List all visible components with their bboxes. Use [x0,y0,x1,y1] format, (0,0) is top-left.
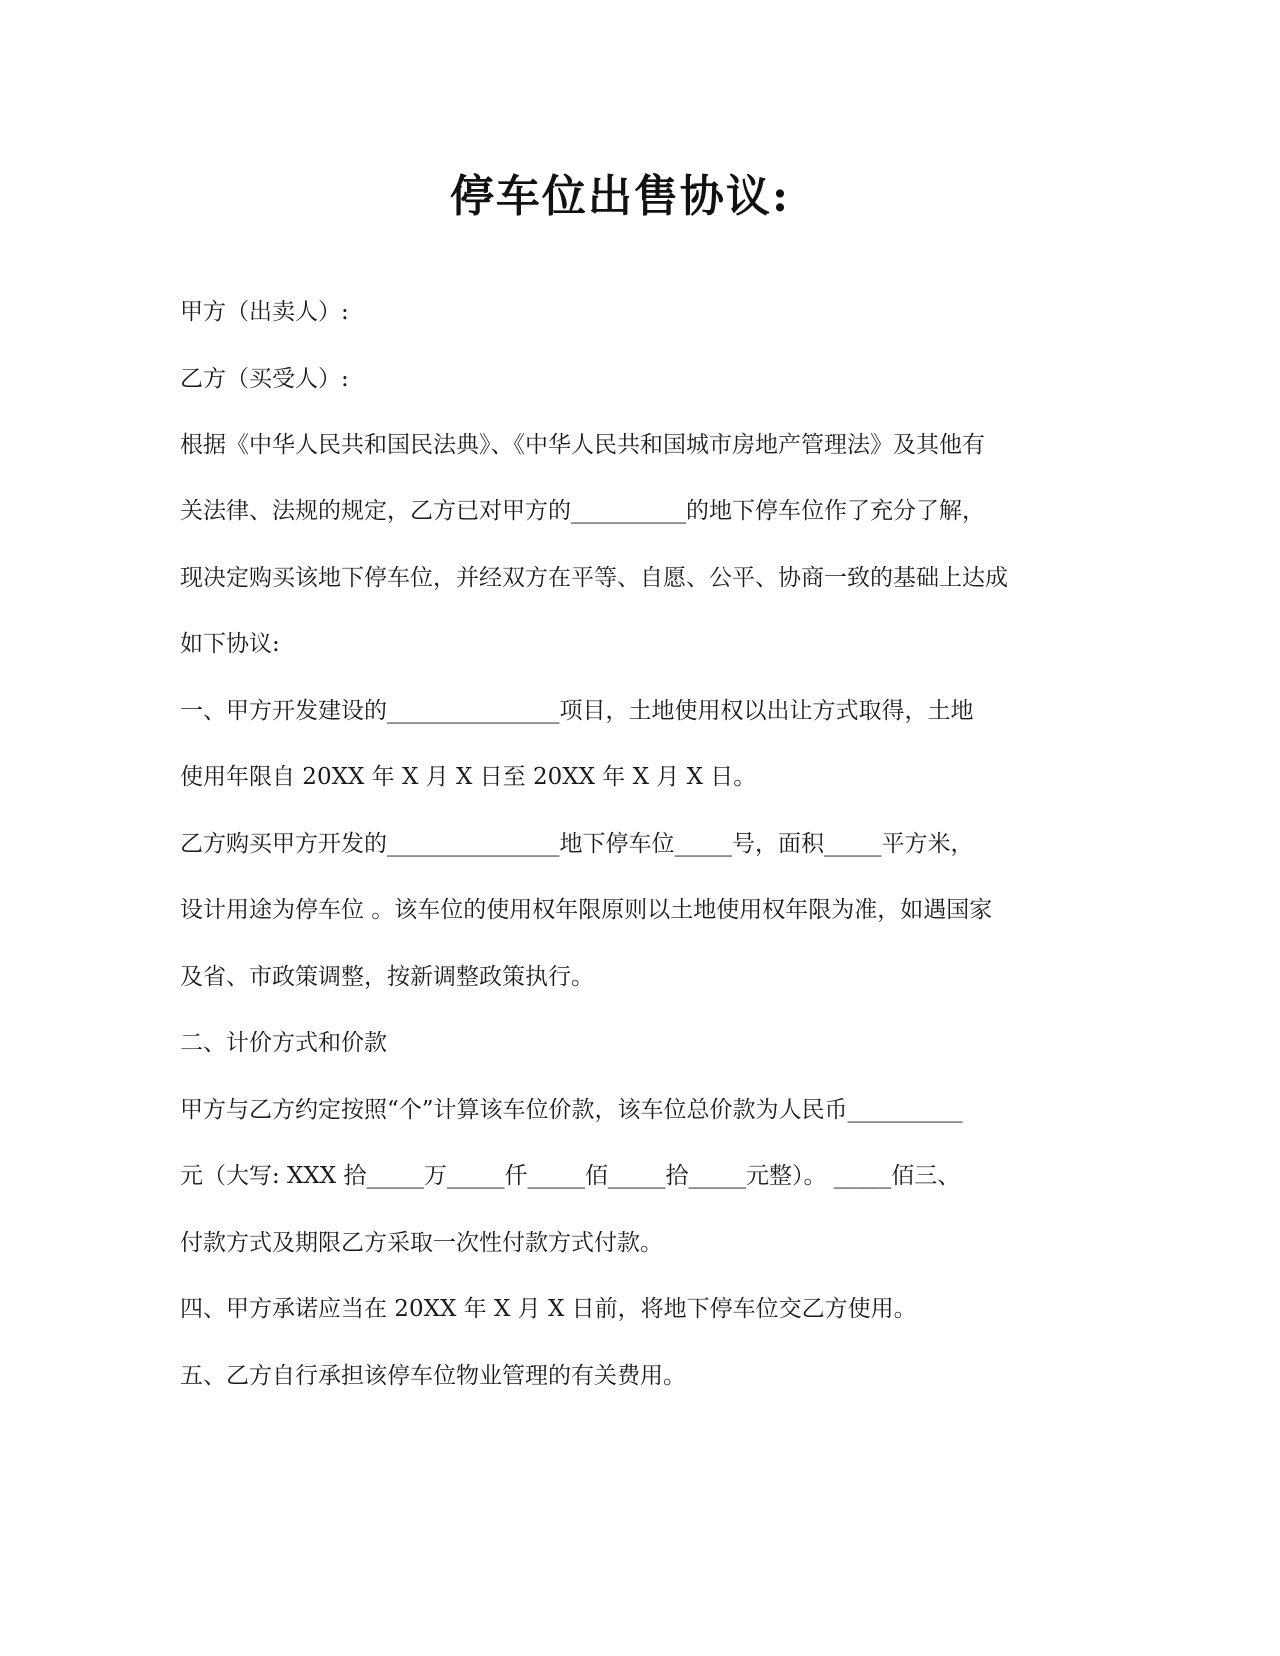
clause-1-line-5: 及省、市政策调整，按新调整政策执行。 [180,964,594,990]
clause-2-heading: 二、计价方式和价款 [180,1030,387,1056]
clause-2-line-1: 甲方与乙方约定按照“个”计算该车位价款，该车位总价款为人民币__________ [180,1097,963,1123]
clause-1-line-2: 使用年限自 20XX 年 X 月 X 日至 20XX 年 X 月 X 日。 [180,764,757,790]
clause-4-line: 四、甲方承诺应当在 20XX 年 X 月 X 日前，将地下停车位交乙方使用。 [180,1296,917,1322]
clause-2-line-2: 元（大写: XXX 拾_____万_____仟_____佰_____拾_____元整）。 _____佰三、 [180,1163,961,1189]
clause-1-line-4: 设计用途为停车位 。该车位的使用权年限原则以土地使用权年限为准，如遇国家 [180,897,993,923]
clause-5-line: 五、乙方自行承担该停车位物业管理的有关费用。 [180,1363,686,1389]
clause-3-line: 付款方式及期限乙方采取一次性付款方式付款。 [180,1230,663,1256]
clause-1-line-3: 乙方购买甲方开发的_______________地下停车位_____号，面积_____平方米， [180,831,974,857]
preamble-line-3: 现决定购买该地下停车位，并经双方在平等、自愿、公平、协商一致的基础上达成 [180,565,1008,591]
preamble-line-4: 如下协议: [180,631,280,657]
preamble-line-1: 根据《中华人民共和国民法典》、《中华人民共和国城市房地产管理法》及其他有 [180,432,985,458]
party-b-line: 乙方（买受人）: [180,366,349,392]
clause-1-line-1: 一、甲方开发建设的_______________项目，土地使用权以出让方式取得，土地 [180,698,974,724]
document-title: 停车位出售协议: [449,171,791,222]
preamble-line-2: 关法律、法规的规定，乙方已对甲方的__________的地下停车位作了充分了解， [180,498,985,524]
party-a-line: 甲方（出卖人）: [180,299,349,325]
